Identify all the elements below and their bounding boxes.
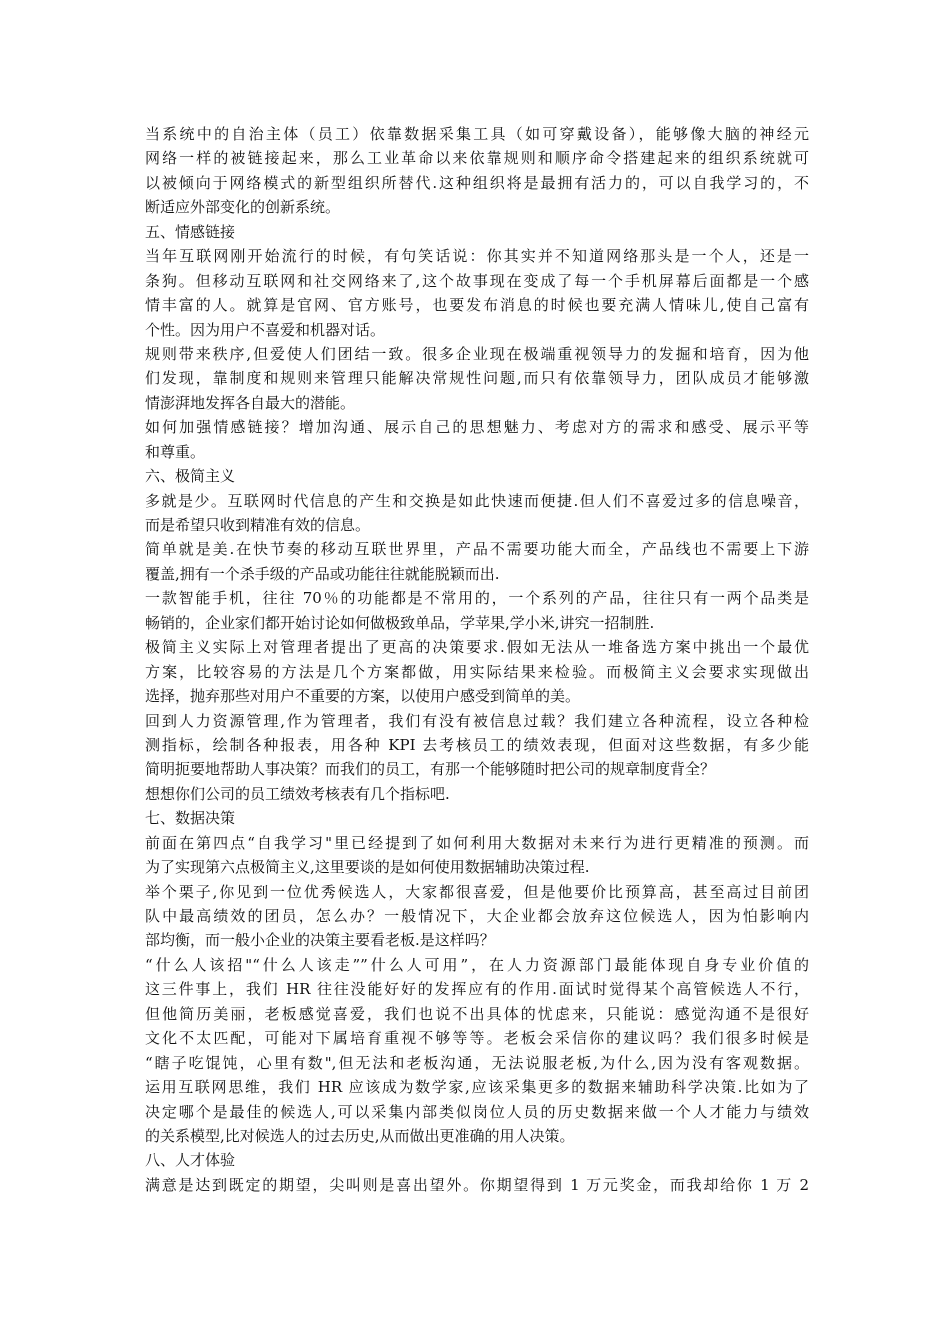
text-line: 个性。因为用户不喜爱和机器对话。 bbox=[145, 320, 386, 339]
text-line: 六、极简主义 bbox=[145, 467, 236, 486]
text-line: 网络一样的被链接起来，那么工业革命以来依靠规则和顺序命令搭建起来的组织系统就可 bbox=[145, 149, 809, 168]
text-line: 情澎湃地发挥各自最大的潜能。 bbox=[145, 393, 356, 412]
text-line: 这三件事上，我们 HR 往往没能好好的发挥应有的作用.面试时觉得某个高管候选人不行， bbox=[145, 980, 809, 999]
text-line: “瞎子吃馄饨，心里有数",但无法和老板沟通，无法说服老板,为什么,因为没有客观数据。 bbox=[145, 1053, 809, 1072]
text-line: 方案，比较容易的方法是几个方案都做，用实际结果来检验。而极简主义会要求实现做出 bbox=[145, 662, 809, 681]
text-line: 七、数据决策 bbox=[145, 809, 236, 828]
text-line: 极简主义实际上对管理者提出了更高的决策要求.假如无法从一堆备选方案中挑出一个最优 bbox=[145, 638, 809, 657]
text-line: 当系统中的自治主体（员工）依靠数据采集工具（如可穿戴设备），能够像大脑的神经元 bbox=[145, 125, 809, 143]
text-line: 断适应外部变化的创新系统。 bbox=[145, 198, 341, 217]
text-line: 选择，抛弃那些对用户不重要的方案，以使用户感受到简单的美。 bbox=[145, 687, 581, 706]
text-line: 五、情感链接 bbox=[145, 222, 236, 241]
text-line: 以被倾向于网络模式的新型组织所替代.这种组织将是最拥有活力的，可以自我学习的，不 bbox=[145, 173, 809, 192]
text-line: 情丰富的人。就算是官网、官方账号，也要发布消息的时候也要充满人情味儿,使自己富有 bbox=[145, 296, 809, 315]
text-line: 条狗。但移动互联网和社交网络来了,这个故事现在变成了每一个手机屏幕后面都是一个感 bbox=[145, 271, 809, 290]
text-line: 而是希望只收到精准有效的信息。 bbox=[145, 516, 371, 534]
text-line: 回到人力资源管理,作为管理者，我们有没有被信息过载？我们建立各种流程，设立各种检 bbox=[145, 711, 809, 730]
text-line: 简明扼要地帮助人事决策？而我们的员工，有那一个能够随时把公司的规章制度背全？ bbox=[145, 760, 716, 779]
text-line: 队中最高绩效的团员，怎么办？一般情况下，大企业都会放弃这位候选人，因为怕影响内 bbox=[145, 907, 809, 925]
text-line: 测指标，绘制各种报表，用各种 KPI 去考核员工的绩效表现，但面对这些数据，有多少能 bbox=[145, 735, 809, 754]
text-line: 但他简历美丽，老板感觉喜爱，我们也说不出具体的忧虑来，只能说：感觉沟通不是很好 bbox=[145, 1004, 809, 1023]
text-line: 决定哪个是最佳的候选人,可以采集内部类似岗位人员的历史数据来做一个人才能力与绩效 bbox=[145, 1102, 809, 1121]
document-body bbox=[145, 122, 809, 1197]
text-line: 们发现，靠制度和规则来管理只能解决常规性问题,而只有依靠领导力，团队成员才能够激 bbox=[145, 369, 809, 388]
text-line: 畅销的，企业家们都开始讨论如何做极致单品，学苹果,学小米,讲究一招制胜. bbox=[145, 613, 655, 632]
text-line: 想想你们公司的员工绩效考核表有几个指标吧. bbox=[145, 784, 450, 803]
text-line: 和尊重。 bbox=[145, 442, 206, 461]
text-line: 如何加强情感链接？增加沟通、展示自己的思想魅力、考虑对方的需求和感受、展示平等 bbox=[145, 418, 809, 437]
text-line: 满意是达到既定的期望，尖叫则是喜出望外。你期望得到 1 万元奖金，而我却给你 1 万 2 bbox=[145, 1175, 809, 1194]
text-line: 的关系模型,比对候选人的过去历史,从而做出更准确的用人决策。 bbox=[145, 1126, 575, 1145]
text-line: 前面在第四点“自我学习"里已经提到了如何利用大数据对未来行为进行更精准的预测。而 bbox=[145, 833, 809, 852]
text-line: 一款智能手机，往往 70％的功能都是不常用的，一个系列的产品，往往只有一两个品类是 bbox=[145, 589, 809, 608]
text-line: 部均衡，而一般小企业的决策主要看老板.是这样吗？ bbox=[145, 931, 495, 950]
text-line: 当年互联网刚开始流行的时候，有句笑话说：你其实并不知道网络那头是一个人，还是一 bbox=[145, 247, 809, 266]
text-line: 简单就是美.在快节奏的移动互联世界里，产品不需要功能大而全，产品线也不需要上下游 bbox=[145, 540, 809, 559]
text-line: 为了实现第六点极简主义,这里要谈的是如何使用数据辅助决策过程. bbox=[145, 858, 590, 877]
text-line: “什么人该招"“什么人该走””什么人可用”，在人力资源部门最能体现自身专业价值的 bbox=[145, 955, 809, 974]
text-line: 运用互联网思维，我们 HR 应该成为数学家,应该采集更多的数据来辅助科学决策.比如为了 bbox=[145, 1078, 809, 1097]
text-line: 文化不太匹配，可能对下属培育重视不够等等。老板会采信你的建议吗？我们很多时候是 bbox=[145, 1029, 809, 1048]
text-line: 八、人才体验 bbox=[145, 1151, 236, 1170]
text-line: 举个栗子,你见到一位优秀候选人，大家都很喜爱，但是他要价比预算高，甚至高过目前团 bbox=[145, 882, 809, 901]
text-line: 多就是少。互联网时代信息的产生和交换是如此快速而便捷.但人们不喜爱过多的信息噪音， bbox=[145, 491, 809, 510]
text-line: 规则带来秩序,但爱使人们团结一致。很多企业现在极端重视领导力的发掘和培育，因为他 bbox=[145, 344, 809, 363]
text-line: 覆盖,拥有一个杀手级的产品或功能往往就能脱颖而出. bbox=[145, 564, 500, 583]
